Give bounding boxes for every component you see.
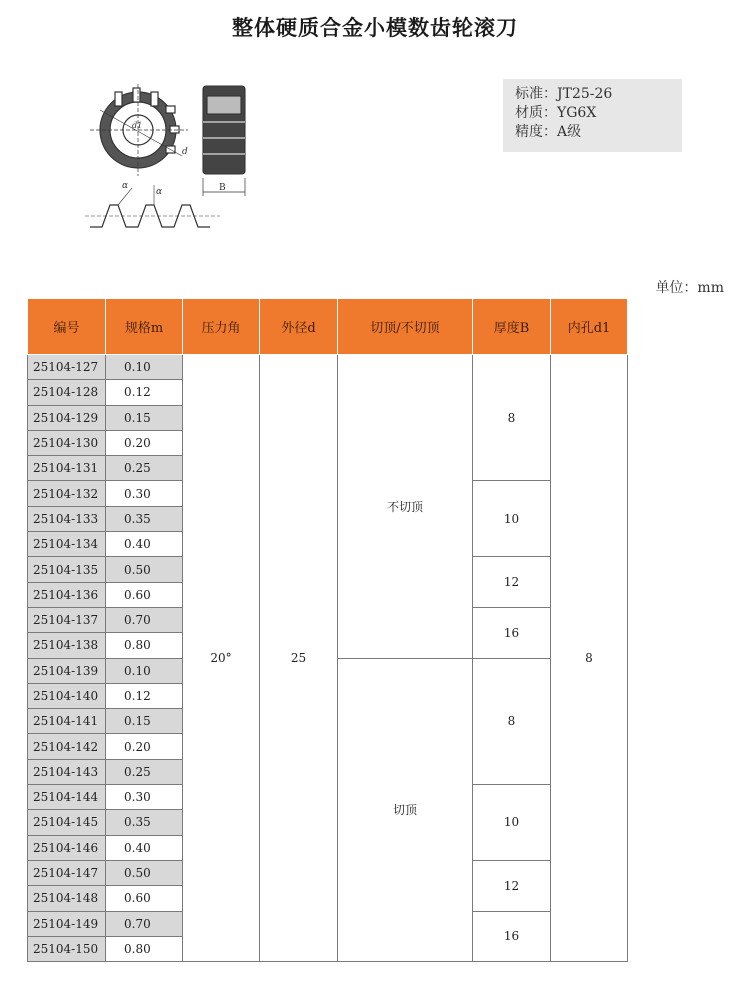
cell-module: 0.70 — [106, 911, 183, 936]
cell-code: 25104-131 — [28, 456, 106, 481]
cell-code: 25104-132 — [28, 481, 106, 506]
cell-code: 25104-140 — [28, 683, 106, 708]
cell-code: 25104-137 — [28, 607, 106, 632]
cell-code: 25104-149 — [28, 911, 106, 936]
cell-code: 25104-144 — [28, 785, 106, 810]
hob-side-view — [203, 86, 245, 196]
cell-module: 0.50 — [106, 557, 183, 582]
cell-code: 25104-147 — [28, 860, 106, 885]
header-bore: 内孔d1 — [551, 299, 628, 355]
cell-code: 25104-133 — [28, 506, 106, 531]
hob-diagram — [70, 70, 270, 245]
cell-code: 25104-139 — [28, 658, 106, 683]
cell-code: 25104-130 — [28, 430, 106, 455]
header-pressure-angle: 压力角 — [183, 299, 260, 355]
spec-box — [503, 79, 682, 152]
hob-front-view — [90, 84, 188, 176]
cell-code: 25104-127 — [28, 355, 106, 380]
cell-thickness: 12 — [473, 860, 551, 911]
cell-module: 0.10 — [106, 658, 183, 683]
cell-module: 0.35 — [106, 810, 183, 835]
cell-code: 25104-150 — [28, 936, 106, 961]
cell-module: 0.40 — [106, 532, 183, 557]
diagram-label-d: d — [182, 147, 188, 157]
cell-module: 0.60 — [106, 886, 183, 911]
cell-module: 0.20 — [106, 430, 183, 455]
diagram-label-b: B — [219, 183, 226, 193]
cell-code: 25104-136 — [28, 582, 106, 607]
cell-thickness: 10 — [473, 785, 551, 861]
diagram-label-alpha-2: α — [156, 187, 163, 197]
cell-thickness: 12 — [473, 557, 551, 608]
diagram-label-alpha-1: α — [122, 181, 129, 191]
cell-module: 0.40 — [106, 835, 183, 860]
cell-code: 25104-138 — [28, 633, 106, 658]
cell-module: 0.35 — [106, 506, 183, 531]
cell-thickness: 8 — [473, 355, 551, 481]
cell-bore: 8 — [551, 355, 628, 962]
cell-module: 0.80 — [106, 936, 183, 961]
cell-module: 0.15 — [106, 709, 183, 734]
diagram-label-d1: d1 — [132, 121, 143, 130]
cell-pressure-angle: 20° — [183, 355, 260, 962]
cell-code: 25104-141 — [28, 709, 106, 734]
cell-outer-diameter: 25 — [260, 355, 338, 962]
cell-top-type: 切顶 — [338, 658, 473, 962]
cell-code: 25104-134 — [28, 532, 106, 557]
header-outer-diameter: 外径d — [260, 299, 338, 355]
header-code: 编号 — [28, 299, 106, 355]
spec-standard: 标准：JT25-26 — [515, 86, 613, 102]
cell-thickness: 16 — [473, 911, 551, 962]
cell-thickness: 8 — [473, 658, 551, 784]
cell-code: 25104-146 — [28, 835, 106, 860]
cell-module: 0.25 — [106, 759, 183, 784]
cell-thickness: 10 — [473, 481, 551, 557]
cell-code: 25104-129 — [28, 405, 106, 430]
cell-module: 0.80 — [106, 633, 183, 658]
cell-code: 25104-145 — [28, 810, 106, 835]
header-top-type: 切顶/不切顶 — [338, 299, 473, 355]
cell-code: 25104-143 — [28, 759, 106, 784]
cell-module: 0.10 — [106, 355, 183, 380]
cell-module: 0.70 — [106, 607, 183, 632]
cell-code: 25104-142 — [28, 734, 106, 759]
cell-code: 25104-135 — [28, 557, 106, 582]
cell-module: 0.50 — [106, 860, 183, 885]
page-title: 整体硬质合金小模数齿轮滚刀 — [232, 16, 518, 40]
table-body — [28, 355, 628, 962]
cell-module: 0.12 — [106, 380, 183, 405]
cell-module: 0.30 — [106, 785, 183, 810]
table-header-row — [28, 299, 628, 355]
hob-spec-table — [27, 298, 628, 962]
table-row — [28, 355, 628, 380]
header-module: 规格m — [106, 299, 183, 355]
spec-material: 材质：YG6X — [515, 105, 597, 121]
header-thickness: 厚度B — [473, 299, 551, 355]
cell-module: 0.60 — [106, 582, 183, 607]
spec-precision: 精度：A级 — [515, 124, 582, 140]
cell-module: 0.25 — [106, 456, 183, 481]
cell-thickness: 16 — [473, 607, 551, 658]
cell-module: 0.30 — [106, 481, 183, 506]
cell-top-type: 不切顶 — [338, 355, 473, 659]
cell-code: 25104-128 — [28, 380, 106, 405]
cell-module: 0.20 — [106, 734, 183, 759]
cell-code: 25104-148 — [28, 886, 106, 911]
unit-label: 单位：mm — [655, 280, 724, 296]
cell-module: 0.12 — [106, 683, 183, 708]
tooth-profile — [85, 185, 220, 227]
cell-module: 0.15 — [106, 405, 183, 430]
